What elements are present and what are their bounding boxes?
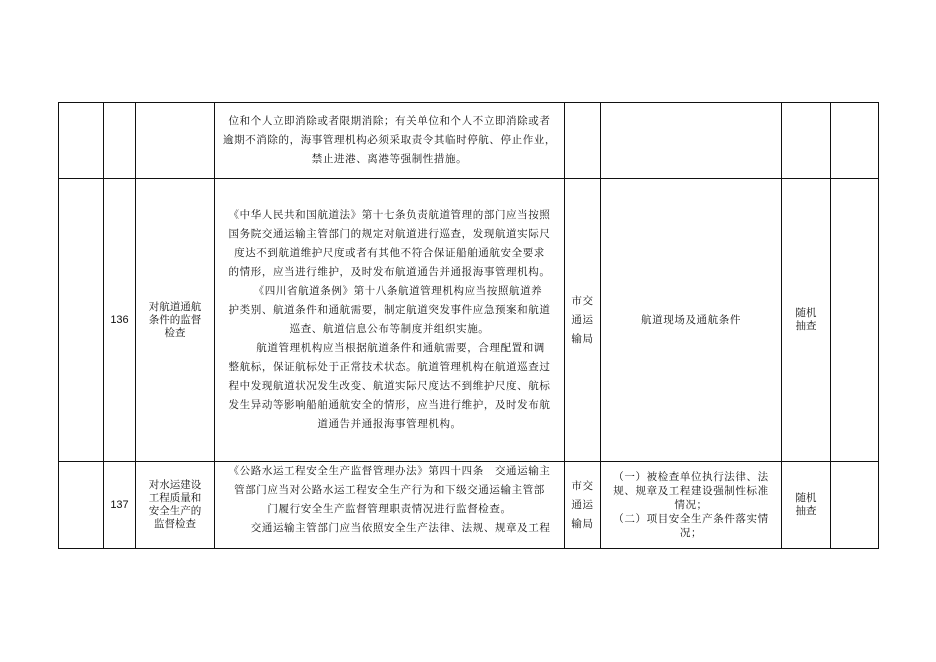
note-cell	[831, 179, 879, 462]
table-row	[59, 462, 879, 549]
cell-line: 门履行安全生产监督管理职责情况进行监督检查。	[267, 503, 512, 515]
cell-line: 整航标，保证航标处于正常技术状态。航道管理机构在航道巡查过	[228, 361, 551, 373]
content-cell	[601, 462, 782, 549]
cell-line: 护类别、航道条件和通航需要，制定航道突发事件应急预案和航道	[228, 304, 551, 316]
cell-line: 国务院交通运输主管部门的规定对航道进行巡查，发现航道实际尺	[228, 228, 551, 240]
empty-cell	[59, 179, 104, 462]
cell-line: 安全生产的	[148, 505, 202, 517]
cell-line: 监督检查	[154, 518, 196, 530]
item-cell	[136, 103, 215, 179]
row-number: 137	[104, 462, 136, 549]
subject-cell	[565, 462, 601, 549]
item-cell	[136, 179, 215, 462]
empty-cell	[59, 103, 104, 179]
cell-line: 输局	[571, 517, 594, 530]
cell-line: 航道管理机构应当根据航道条件和通航需要，合理配置和调	[234, 342, 545, 354]
cell-line: 的情形，应当进行维护，及时发布航道通告并通报海事管理机构。	[228, 266, 551, 278]
cell-line: 抽查	[795, 505, 817, 517]
cell-line: 巡查、航道信息公布等制度并组织实施。	[289, 323, 490, 335]
cell-line: 度达不到航道维护尺度或者有其他不符合保证船舶通航安全要求	[234, 247, 545, 259]
cell-line: 交通运输主管部门应当依照安全生产法律、法规、规章及工程	[228, 522, 551, 534]
row-number: 136	[104, 179, 136, 462]
cell-line: 通运	[571, 498, 594, 511]
cell-line: 随机	[795, 307, 817, 319]
cell-line: 管部门应当对公路水运工程安全生产行为和下级交通运输主管部	[234, 484, 545, 496]
cell-line: 对航道通航	[148, 300, 202, 313]
cell-line: 况；	[679, 527, 703, 539]
cell-line: 通运	[571, 313, 594, 326]
basis-cell	[215, 103, 565, 179]
table-row	[59, 103, 879, 179]
cell-line: 逾期不消除的，海事管理机构必须采取责令其临时停航、停止作业，	[223, 134, 556, 146]
cell-line: 抽查	[795, 320, 817, 332]
method-cell	[782, 462, 831, 549]
empty-cell	[59, 462, 104, 549]
cell-line: 工程质量和	[148, 492, 202, 504]
item-cell	[136, 462, 215, 549]
cell-line: 《四川省航道条例》第十八条航道管理机构应当按照航道养	[236, 285, 543, 297]
content-cell	[601, 103, 782, 179]
cell-line: 《中华人民共和国航道法》第十七条负责航道管理的部门应当按照	[228, 209, 551, 221]
cell-line: 禁止进港、离港等强制性措施。	[311, 153, 468, 165]
cell-line: 发生异动等影响船舶通航安全的情形，应当进行维护，及时发布航	[228, 399, 551, 411]
cell-line: 航道现场及通航条件	[641, 313, 741, 326]
cell-line: 《公路水运工程安全生产监督管理办法》第四十四条 交通运输主	[228, 465, 551, 477]
cell-line: 位和个人立即消除或者限期消除；有关单位和个人不立即消除或者	[228, 115, 551, 127]
content-cell	[601, 179, 782, 462]
table-row	[59, 179, 879, 462]
subject-cell	[565, 103, 601, 179]
method-cell	[782, 179, 831, 462]
cell-line: 对水运建设	[148, 479, 202, 491]
basis-cell	[215, 462, 565, 549]
cell-line: 市交	[571, 479, 594, 492]
row-number	[104, 103, 136, 179]
cell-line: 检查	[164, 326, 186, 339]
cell-line: 条件的监督	[148, 313, 202, 326]
note-cell	[831, 462, 879, 549]
cell-line: （一）被检查单位执行法律、法	[613, 471, 769, 483]
basis-cell	[215, 179, 565, 462]
cell-line: 道通告并通报海事管理机构。	[317, 418, 462, 430]
cell-line: 情况；	[674, 499, 708, 511]
cell-line: 输局	[571, 332, 594, 345]
inspection-table	[58, 102, 879, 549]
method-cell	[782, 103, 831, 179]
cell-line: （二）项目安全生产条件落实情	[613, 513, 769, 525]
cell-line: 随机	[795, 492, 817, 504]
cell-line: 市交	[571, 294, 594, 307]
note-cell	[831, 103, 879, 179]
subject-cell	[565, 179, 601, 462]
cell-line: 程中发现航道状况发生改变、航道实际尺度达不到维护尺度、航标	[228, 380, 551, 392]
cell-line: 规、规章及工程建设强制性标准	[613, 485, 769, 497]
